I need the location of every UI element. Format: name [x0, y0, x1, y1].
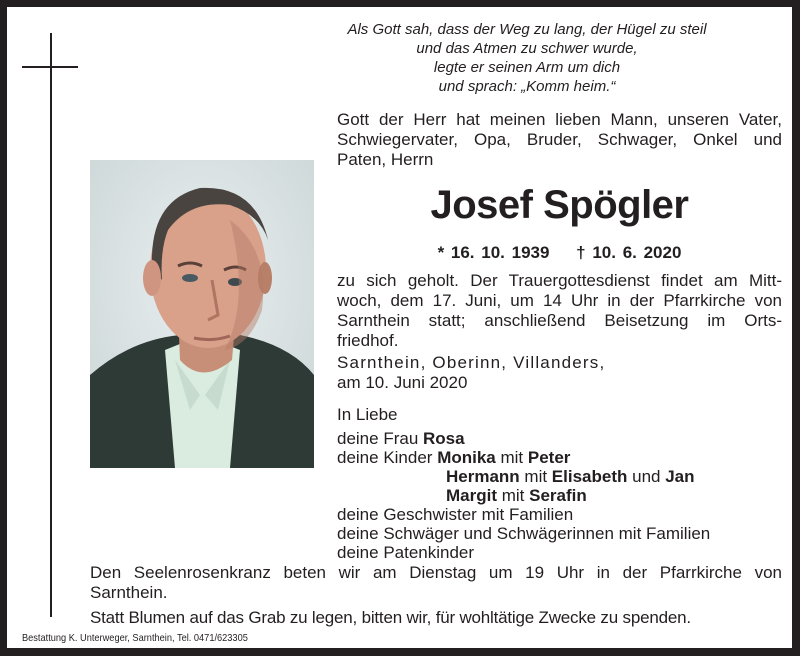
mourner-other: deine Geschwister mit Familien [337, 505, 574, 524]
poem-line: legte er seinen Arm um dich [433, 59, 621, 76]
mourners-heading: In Liebe [337, 405, 398, 424]
places: Sarnthein, Oberinn, Villanders, [337, 353, 606, 372]
children-label: deine Kinder [337, 448, 438, 467]
mourner-other: deine Patenkinder [337, 543, 475, 562]
mourner-wife [337, 429, 782, 448]
service-line: zu sich geholt. Der Trauergottesdienst findet am Mitt- [337, 271, 782, 290]
death-date: † 10. 6. 2020 [576, 243, 682, 262]
child-name: Monika [437, 448, 496, 467]
mourner-children-row [337, 467, 782, 486]
poem-line: und das Atmen zu schwer wurde, [416, 40, 638, 57]
wife-name: Rosa [423, 429, 465, 448]
wife-label: deine Frau [337, 429, 423, 448]
partner-name: Elisabeth [551, 467, 628, 486]
service-line: woch, dem 17. Juni, um 14 Uhr in der Pfarrkirche von [337, 291, 782, 310]
cross-icon-vertical-bar [50, 33, 52, 617]
birth-date: * 16. 10. 1939 [437, 243, 550, 262]
grandchild-name: Jan [665, 467, 695, 486]
intro-line: Schwiegervater, Opa, Bruder, Schwager, Onkel und [337, 130, 782, 149]
intro-line: Gott der Herr hat meinen lieben Mann, unseren Vater, [337, 110, 782, 129]
rosary-line: Den Seelenrosenkranz beten wir am Dienstag um 19 Uhr in der Pfarrkirche von [90, 563, 782, 582]
mourner-other: deine Schwäger und Schwägerinnen mit Familien [337, 524, 711, 543]
portrait-photo [90, 160, 314, 468]
mourner-children-row [337, 486, 782, 505]
poem-line: Als Gott sah, dass der Weg zu lang, der Hügel zu steil [347, 21, 707, 38]
portrait-illustration [90, 160, 314, 468]
child-name: Margit [446, 486, 497, 505]
child-name: Hermann [446, 467, 520, 486]
obituary-page [7, 7, 792, 648]
memorial-poem [307, 20, 747, 96]
partner-name: Peter [527, 448, 571, 467]
partner-name: Serafin [529, 486, 587, 505]
place-and-date [337, 353, 782, 393]
conjunction: und [627, 467, 666, 486]
rosary-line: Sarnthein. [90, 583, 168, 602]
poem-line: und sprach: „Komm heim.“ [438, 78, 616, 95]
deceased-name: Josef Spögler [430, 183, 689, 227]
intro-line: Paten, Herrn [337, 150, 434, 169]
service-line: Sarnthein statt; anschließend Beisetzung im Orts- [337, 311, 782, 330]
cross-icon-horizontal-bar [22, 66, 78, 68]
conjunction: mit [495, 448, 528, 467]
mourner-children-row [337, 448, 782, 467]
flowers-note: Statt Blumen auf das Grab zu legen, bitten wir, für wohltätige Zwecke zu spenden. [90, 608, 691, 627]
rosary-note [90, 563, 782, 603]
mourners-list [337, 405, 782, 562]
notice-date: am 10. Juni 2020 [337, 373, 468, 392]
life-dates [337, 242, 782, 264]
conjunction: mit [497, 486, 530, 505]
funeral-service-text [337, 271, 782, 351]
undertaker-credit: Bestattung K. Unterweger, Sarnthein, Tel. 0471/623305 [22, 632, 248, 644]
service-line: friedhof. [337, 331, 399, 350]
intro-text [337, 110, 782, 170]
conjunction: mit [519, 467, 552, 486]
